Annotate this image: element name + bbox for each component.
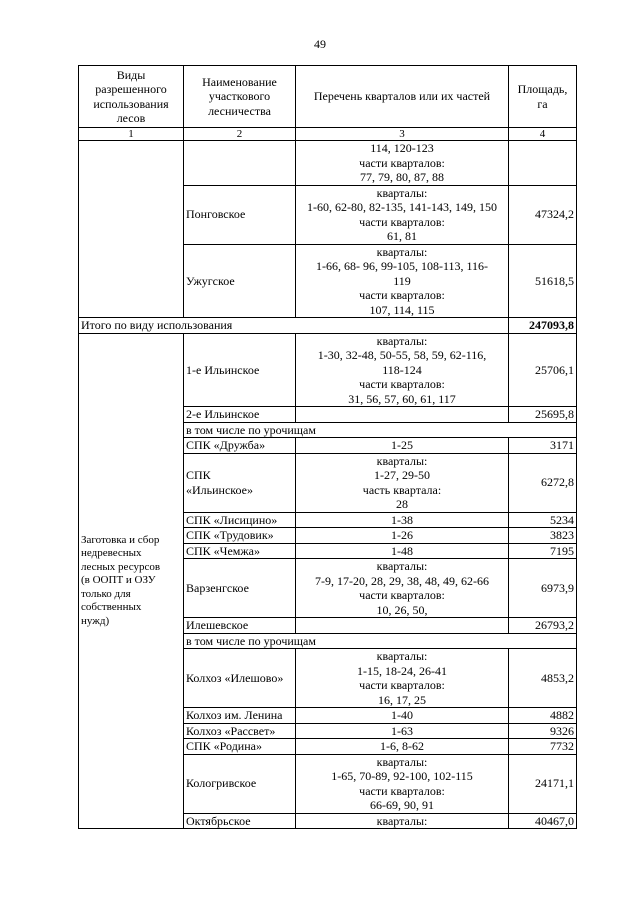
table-row	[79, 333, 577, 407]
quarters-cell: 1-38	[296, 512, 509, 528]
forestry-name: СПК «Чемжа»	[184, 543, 296, 559]
quarters-cell: кварталы: 7-9, 17-20, 28, 29, 38, 48, 49, 62-66 части кварталов: 10, 26, 50,	[296, 559, 509, 618]
quarters-cell: кварталы: 1-27, 29-50 часть квартала: 28	[296, 453, 509, 512]
quarters-cell: 1-48	[296, 543, 509, 559]
forestry-name: СПК «Ильинское»	[184, 453, 296, 512]
page-number: 49	[314, 37, 326, 51]
area-cell: 4882	[509, 708, 577, 724]
forestry-name: Колхоз им. Ленина	[184, 708, 296, 724]
forestry-name: 1-е Ильинское	[184, 333, 296, 407]
quarters-cell: кварталы: 1-30, 32-48, 50-55, 58, 59, 62-116, 118-124 части кварталов: 31, 56, 57, 60, 61, 117	[296, 333, 509, 407]
forestry-name: СПК «Трудовик»	[184, 528, 296, 544]
forestry-name: Колхоз «Рассвет»	[184, 723, 296, 739]
header-use-type: Виды разрешенного использования лесов	[79, 66, 184, 128]
area-cell: 5234	[509, 512, 577, 528]
forestry-name: Ужугское	[184, 244, 296, 318]
forestry-name: Октябрьское	[184, 813, 296, 829]
forestry-name: Варзенгское	[184, 559, 296, 618]
area-cell: 6973,9	[509, 559, 577, 618]
quarters-cell: 1-6, 8-62	[296, 739, 509, 755]
area-cell: 51618,5	[509, 244, 577, 318]
area-cell: 26793,2	[509, 618, 577, 634]
forestry-name: 2-е Ильинское	[184, 407, 296, 423]
area-cell: 25706,1	[509, 333, 577, 407]
total-row	[79, 318, 577, 334]
quarters-cell-empty	[296, 618, 509, 634]
forestry-name: СПК «Родина»	[184, 739, 296, 755]
area-cell: 47324,2	[509, 185, 577, 244]
quarters-cell: 1-40	[296, 708, 509, 724]
header-forestry-name: Наименование участкового лесничества	[184, 66, 296, 128]
table-header-row	[79, 66, 577, 128]
total-label: Итого по виду использования	[79, 318, 509, 334]
area-cell: 6272,8	[509, 453, 577, 512]
header-area: Площадь, га	[509, 66, 577, 128]
quarters-cell: кварталы: 1-60, 62-80, 82-135, 141-143, 149, 150 части кварталов: 61, 81	[296, 185, 509, 244]
quarters-cell: кварталы: 1-15, 18-24, 26-41 части кварталов: 16, 17, 25	[296, 649, 509, 708]
forest-use-table	[78, 65, 577, 829]
quarters-cell: кварталы:	[296, 813, 509, 829]
forestry-name: Илешевское	[184, 618, 296, 634]
col-num-4: 4	[509, 128, 577, 141]
forestry-name: Понговское	[184, 185, 296, 244]
use-type-cell: Заготовка и сбор недревесных лесных ресурсов (в ООПТ и ОЗУ только для собственных нужд)	[79, 333, 184, 829]
quarters-cell: кварталы: 1-65, 70-89, 92-100, 102-115 части кварталов: 66-69, 90, 91	[296, 754, 509, 813]
col-num-3: 3	[296, 128, 509, 141]
forestry-name: СПК «Дружба»	[184, 438, 296, 454]
area-cell-empty	[509, 141, 577, 186]
column-number-row	[79, 128, 577, 141]
total-area: 247093,8	[509, 318, 577, 334]
area-cell: 40467,0	[509, 813, 577, 829]
area-cell: 3171	[509, 438, 577, 454]
col-num-2: 2	[184, 128, 296, 141]
area-cell: 25695,8	[509, 407, 577, 423]
area-cell: 7732	[509, 739, 577, 755]
table-row	[79, 141, 577, 186]
quarters-cell: кварталы: 1-66, 68- 96, 99-105, 108-113, 116- 119 части кварталов: 107, 114, 115	[296, 244, 509, 318]
forestry-name: Кологривское	[184, 754, 296, 813]
forestry-name: СПК «Лисицино»	[184, 512, 296, 528]
forestry-name: Колхоз «Илешово»	[184, 649, 296, 708]
quarters-cell: 114, 120-123 части кварталов: 77, 79, 80, 87, 88	[296, 141, 509, 186]
area-cell: 4853,2	[509, 649, 577, 708]
area-cell: 3823	[509, 528, 577, 544]
area-cell: 7195	[509, 543, 577, 559]
quarters-cell: 1-25	[296, 438, 509, 454]
forestry-name-empty	[184, 141, 296, 186]
including-tracts-label: в том числе по урочищам	[184, 633, 577, 649]
header-quarters-list: Перечень кварталов или их частей	[296, 66, 509, 128]
quarters-cell: 1-26	[296, 528, 509, 544]
including-tracts-label: в том числе по урочищам	[184, 422, 577, 438]
use-type-cell-empty	[79, 141, 184, 318]
quarters-cell: 1-63	[296, 723, 509, 739]
col-num-1: 1	[79, 128, 184, 141]
area-cell: 24171,1	[509, 754, 577, 813]
area-cell: 9326	[509, 723, 577, 739]
quarters-cell-empty	[296, 407, 509, 423]
